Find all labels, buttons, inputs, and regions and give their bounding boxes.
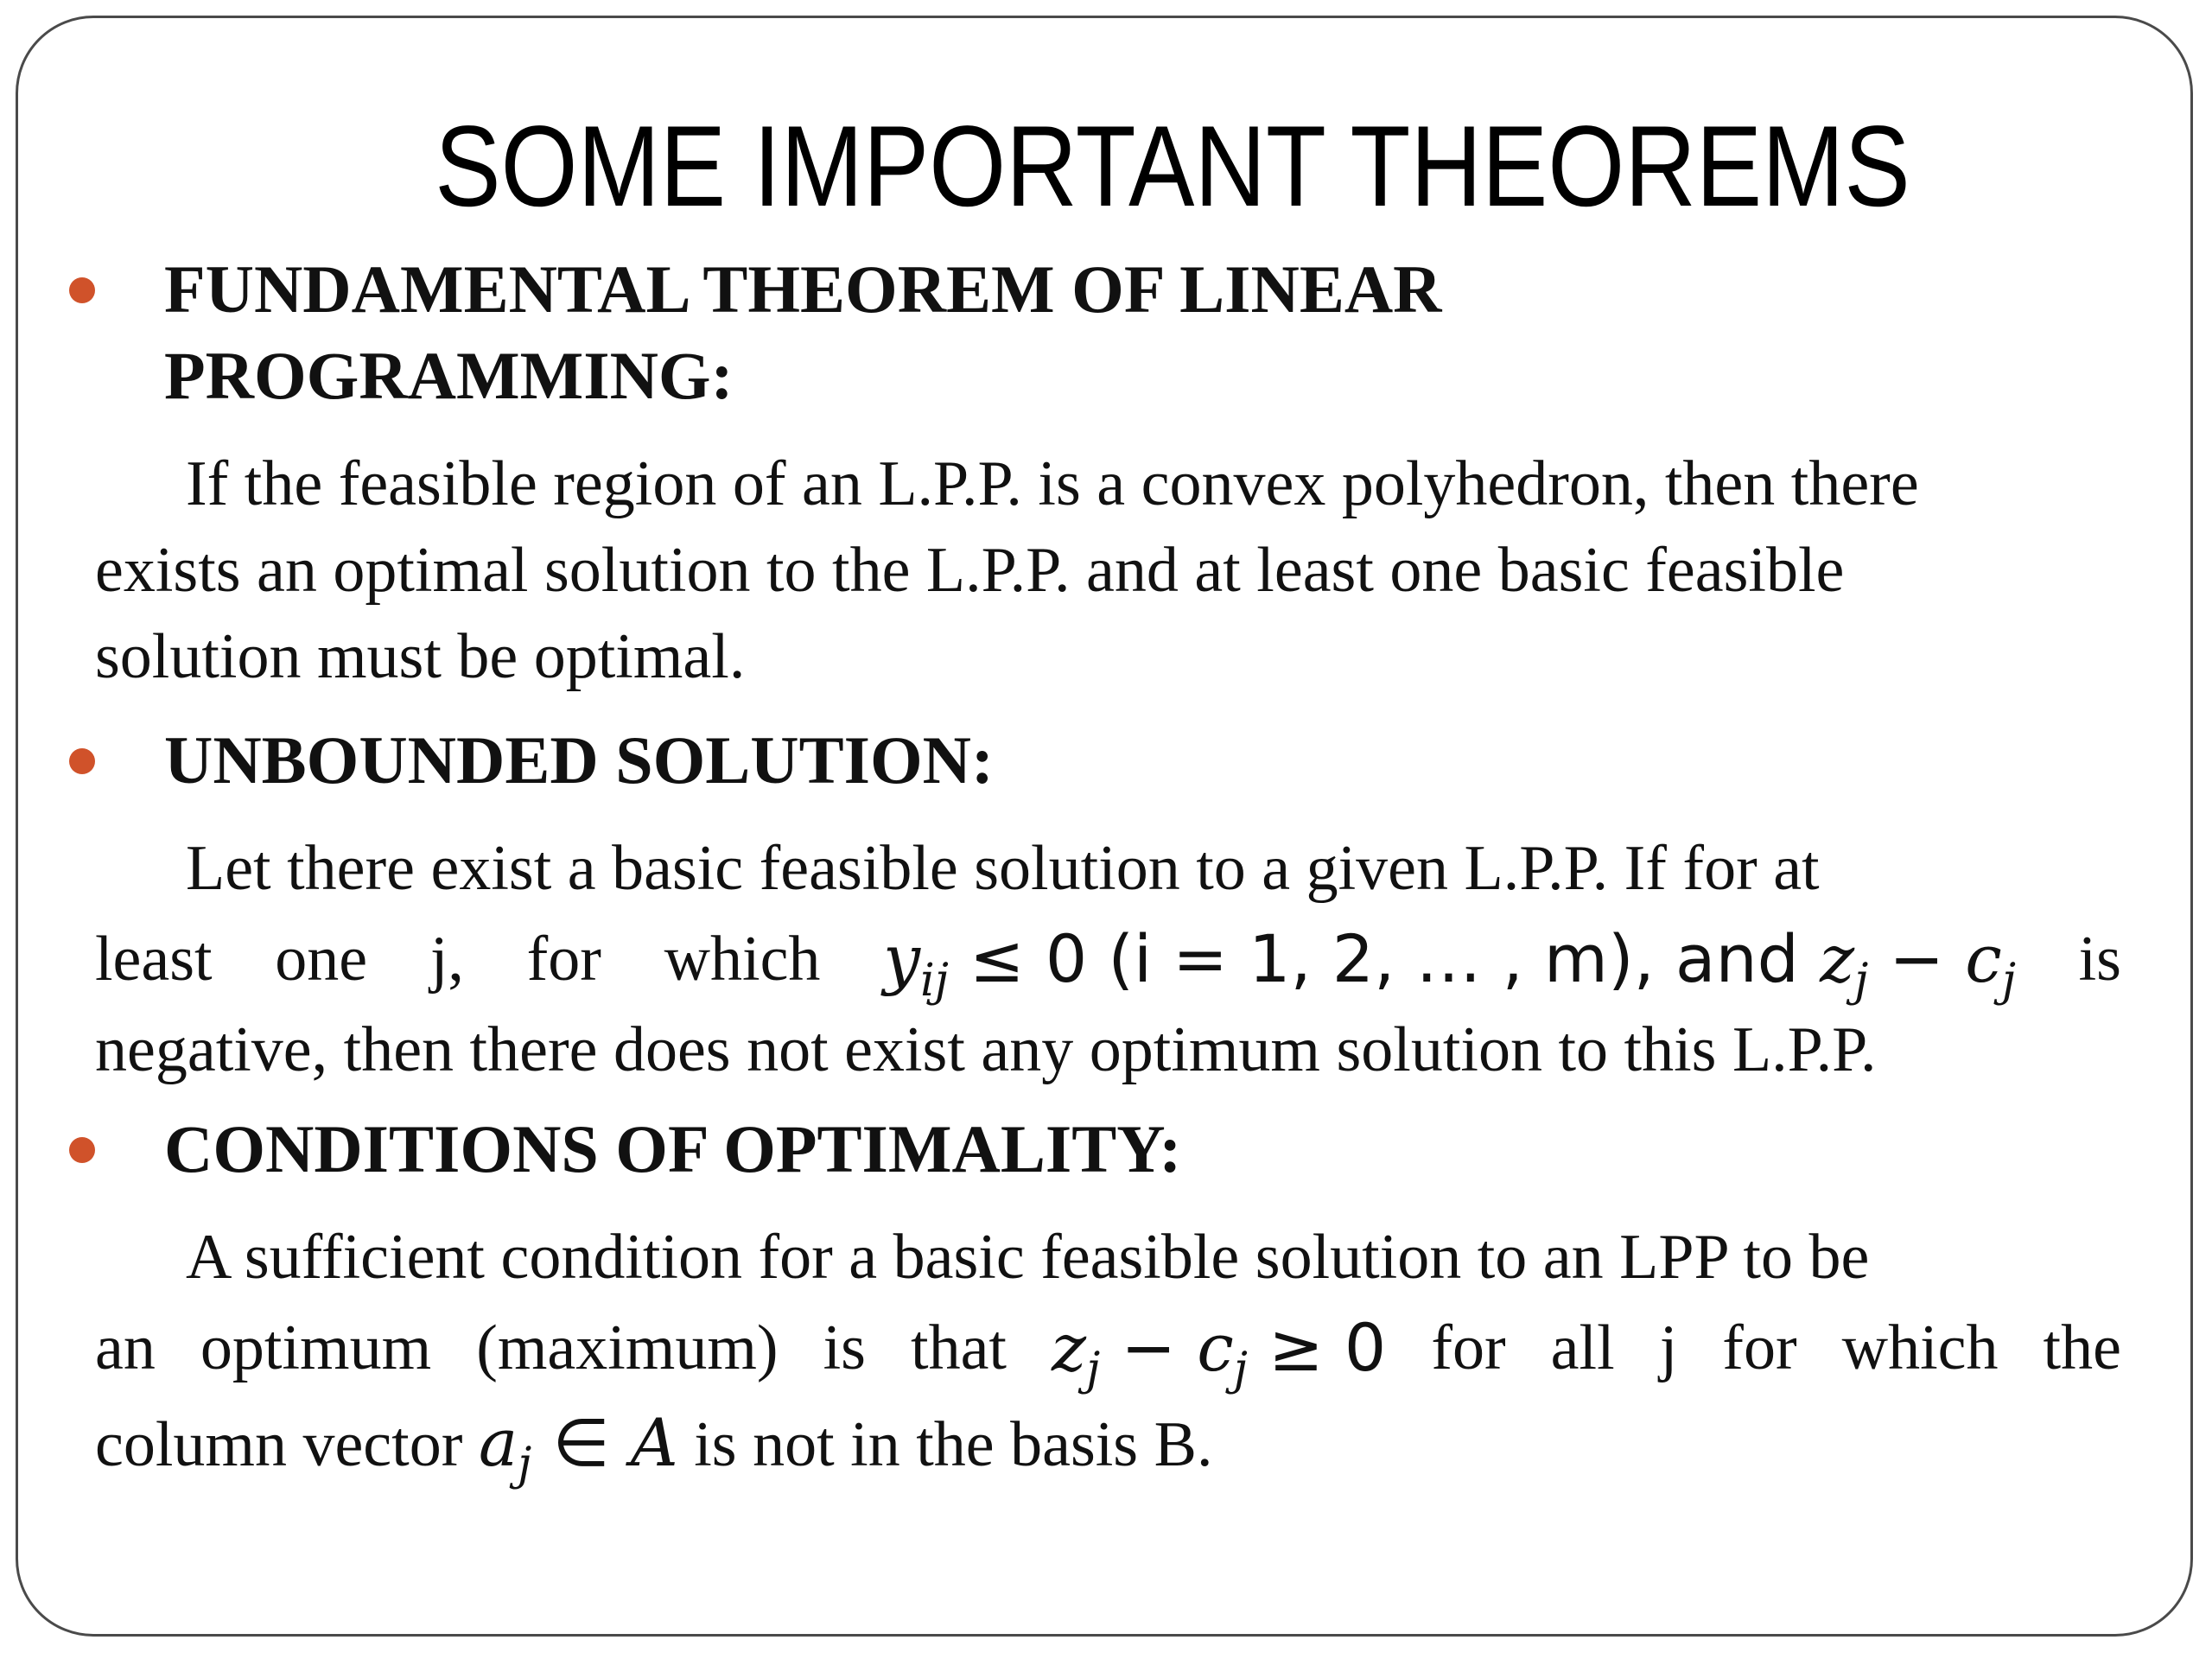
- heading-line-2: PROGRAMMING:: [164, 338, 734, 413]
- paragraph-line-with-math: column vector $a_j$ ∈ A is not in the basis B.: [95, 1404, 1213, 1491]
- paragraph-line-with-math: least one j, for which $y_{ij} \le 0$ (i = 1, 2, … , m), and $z_j - c_j$ is: [95, 912, 2121, 1007]
- math-expression: $y_{ij} \le 0$ (i = 1, 2, … , m), and $z_j - c_j$: [883, 920, 2016, 1007]
- heading-label: CONDITIONS OF OPTIMALITY:: [164, 1111, 1182, 1186]
- paragraph-line: negative, then there does not exist any optimum solution to this L.P.P.: [95, 1014, 1877, 1085]
- paragraph-fundamental-theorem: [95, 441, 2121, 700]
- paragraph-conditions-of-optimality: [95, 1214, 2121, 1491]
- bullet-icon: [69, 748, 95, 774]
- heading-label: UNBOUNDED SOLUTION:: [164, 722, 994, 798]
- slide-title: SOME IMPORTANT THEOREMS: [435, 103, 1910, 231]
- paragraph-line: exists an optimal solution to the L.P.P. and at least one basic feasible: [95, 535, 1845, 606]
- paragraph-line: A sufficient condition for a basic feasible solution to an LPP to be: [186, 1222, 1870, 1293]
- paragraph-unbounded-solution: [95, 825, 2121, 1093]
- heading-fundamental-theorem: [69, 246, 1442, 419]
- math-expression: $z_j - c_j \ge 0$: [1052, 1309, 1387, 1395]
- heading-line-1: FUNDAMENTAL THEOREM OF LINEAR: [164, 251, 1442, 327]
- heading-conditions-of-optimality: [69, 1106, 1181, 1192]
- paragraph-line-with-math: an optimum (maximum) is that $z_j - c_j \ge 0$ for all j for which the: [95, 1300, 2121, 1395]
- heading-unbounded-solution: [69, 717, 994, 804]
- bullet-icon: [69, 277, 95, 303]
- paragraph-line: If the feasible region of an L.P.P. is a convex polyhedron, then there: [186, 448, 1919, 519]
- bullet-icon: [69, 1137, 95, 1163]
- paragraph-line: solution must be optimal.: [95, 621, 746, 692]
- paragraph-line: Let there exist a basic feasible solution to a given L.P.P. If for at: [186, 833, 1820, 904]
